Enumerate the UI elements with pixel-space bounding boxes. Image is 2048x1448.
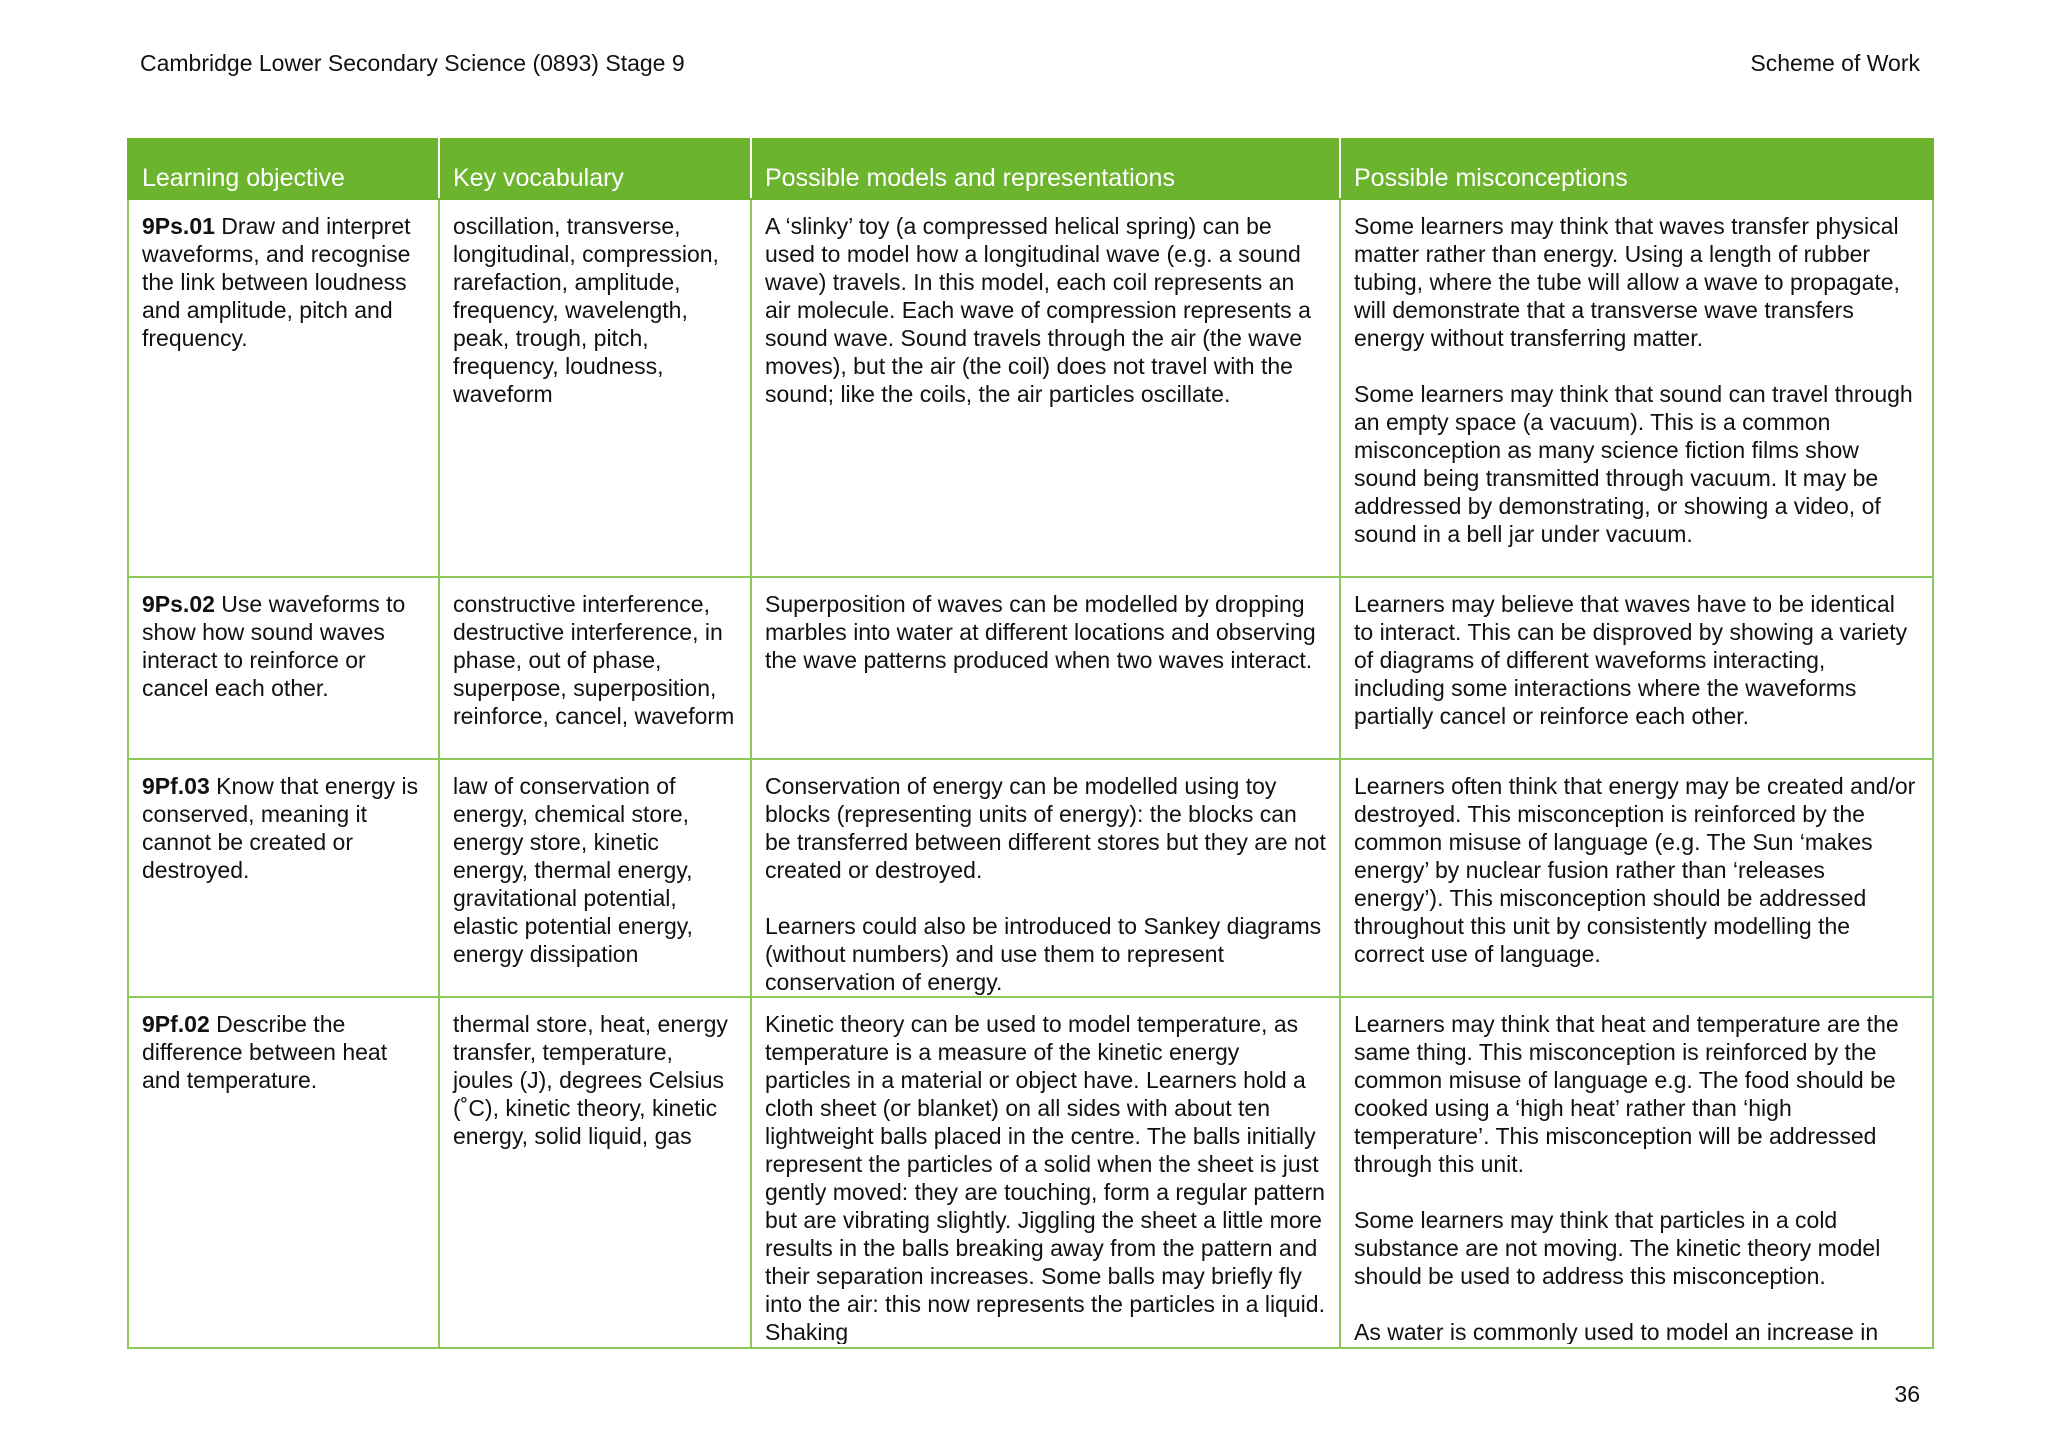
- objective-text: Know that energy is conserved, meaning it cannot be created or destroyed.: [142, 773, 419, 883]
- misconceptions-cell: [1340, 759, 1933, 997]
- column-header-key-vocabulary: Key vocabulary: [439, 139, 751, 199]
- table-row: [128, 199, 1933, 577]
- table-row: [128, 759, 1933, 997]
- models-cell-content: [765, 1010, 1326, 1344]
- misconceptions-paragraph: Some learners may think that particles in a cold substance are not moving. The kinetic theory model should be used to address this misconception.: [1354, 1207, 1881, 1289]
- table-header-row: [128, 139, 1933, 199]
- key-vocabulary-cell: constructive interference, destructive interference, in phase, out of phase, superpose, superposition, reinforce, cancel, waveform: [439, 577, 751, 759]
- objective-text: Use waveforms to show how sound waves interact to reinforce or cancel each other.: [142, 591, 406, 701]
- objective-code: 9Ps.01: [142, 213, 215, 239]
- models-cell: [751, 577, 1340, 759]
- misconceptions-paragraph: Some learners may think that sound can travel through an empty space (a vacuum). This is a common misconception as many science fiction films show sound being transmitted through vacuum. It may be addressed by demonstrating, or showing a video, of sound in a bell jar under vacuum.: [1354, 381, 1913, 547]
- table-row: [128, 997, 1933, 1348]
- column-header-models: Possible models and representations: [751, 139, 1340, 199]
- objective-code: 9Pf.02: [142, 1011, 210, 1037]
- misconceptions-paragraph: As water is commonly used to model an increase in: [1354, 1319, 1879, 1344]
- misconceptions-paragraph: Learners may think that heat and temperature are the same thing. This misconception is reinforced by the common misuse of language e.g. The food should be cooked using a ‘high heat’ rather than ‘high temperature’. This misconception will be addressed through this unit.: [1354, 1011, 1899, 1177]
- models-paragraph: A ‘slinky’ toy (a compressed helical spring) can be used to model how a longitudinal wave (e.g. a sound wave) travels. In this model, each coil represents an air molecule. Each wave of compression represents a sound wave. Sound travels through the air (the wave moves), but the air (the coil) does not travel with the sound; like the coils, the air particles oscillate.: [765, 213, 1311, 407]
- objective-text: Draw and interpret waveforms, and recognise the link between loudness and amplitude, pitch and frequency.: [142, 213, 411, 351]
- models-cell: [751, 759, 1340, 997]
- column-header-learning-objective: Learning objective: [128, 139, 439, 199]
- misconceptions-cell: [1340, 577, 1933, 759]
- models-cell: [751, 199, 1340, 577]
- document-header-type: Scheme of Work: [1750, 50, 1920, 76]
- misconceptions-paragraph: Some learners may think that waves transfer physical matter rather than energy. Using a length of rubber tubing, where the tube will allow a wave to propagate, will demonstrate that a transverse wave transfers energy without transferring matter.: [1354, 213, 1900, 351]
- models-cell: [751, 997, 1340, 1348]
- objective-text: Describe the difference between heat and temperature.: [142, 1011, 388, 1093]
- misconceptions-paragraph: Learners may believe that waves have to be identical to interact. This can be disproved by showing a variety of diagrams of different waveforms interacting, including some interactions where the waveforms partially cancel or reinforce each other.: [1354, 591, 1908, 729]
- table-row: [128, 577, 1933, 759]
- models-paragraph: Kinetic theory can be used to model temperature, as temperature is a measure of the kinetic energy particles in a material or object have. Learners hold a cloth sheet (or blanket) on all sides with about ten lightweight balls placed in the centre. The balls initially represent the particles of a solid when the sheet is just gently moved: they are touching, form a regular pattern but are vibrating slightly. Jiggling the sheet a little more results in the balls breaking away from the pattern and their separation increases. Some balls may briefly fly into the air: this now represents the particles in a liquid. Shaking: [765, 1011, 1325, 1344]
- learning-objective-cell: [128, 997, 439, 1348]
- learning-objective-cell: [128, 199, 439, 577]
- document-header-title: Cambridge Lower Secondary Science (0893) Stage 9: [140, 50, 685, 76]
- objective-code: 9Pf.03: [142, 773, 210, 799]
- key-vocabulary-cell: law of conservation of energy, chemical store, energy store, kinetic energy, thermal energy, gravitational potential, elastic potential energy, energy dissipation: [439, 759, 751, 997]
- misconceptions-cell-content: [1354, 1010, 1919, 1344]
- scheme-of-work-table: [127, 138, 1934, 1349]
- column-header-misconceptions: Possible misconceptions: [1340, 139, 1933, 199]
- misconceptions-cell: [1340, 997, 1933, 1348]
- models-paragraph: Superposition of waves can be modelled by dropping marbles into water at different locations and observing the wave patterns produced when two waves interact.: [765, 591, 1316, 673]
- objective-code: 9Ps.02: [142, 591, 215, 617]
- key-vocabulary-cell: thermal store, heat, energy transfer, temperature, joules (J), degrees Celsius (˚C), kinetic theory, kinetic energy, solid liquid, gas: [439, 997, 751, 1348]
- learning-objective-cell: [128, 759, 439, 997]
- models-paragraph: Conservation of energy can be modelled using toy blocks (representing units of energy): the blocks can be transferred between different stores but they are not created or destroyed.: [765, 773, 1326, 883]
- learning-objective-cell: [128, 577, 439, 759]
- models-paragraph: Learners could also be introduced to Sankey diagrams (without numbers) and use them to represent conservation of energy.: [765, 913, 1322, 995]
- key-vocabulary-cell: oscillation, transverse, longitudinal, compression, rarefaction, amplitude, frequency, wavelength, peak, trough, pitch, frequency, loudness, waveform: [439, 199, 751, 577]
- misconceptions-cell: [1340, 199, 1933, 577]
- misconceptions-paragraph: Learners often think that energy may be created and/or destroyed. This misconception is reinforced by the common misuse of language (e.g. The Sun ‘makes energy’ by nuclear fusion rather than ‘releases energy’). This misconception should be addressed throughout this unit by consistently modelling the correct use of language.: [1354, 773, 1916, 967]
- page-number: 36: [1894, 1381, 1920, 1407]
